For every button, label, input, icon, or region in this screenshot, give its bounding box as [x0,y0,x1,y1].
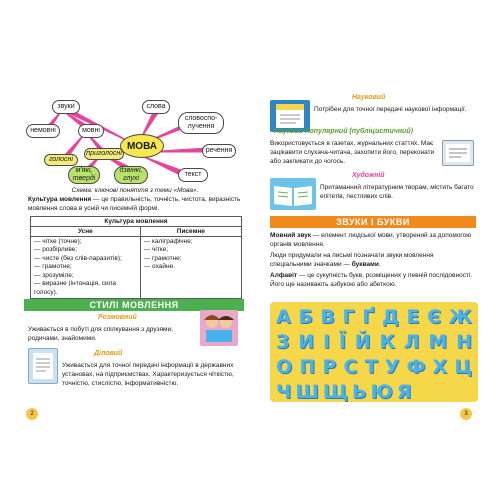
letter: Д [381,306,399,328]
node-slovospoluchennia: словоспо-лучення [178,112,224,134]
node-dzvinki-hlukhi: дзвінкі, глухі [114,166,148,184]
written-item: — охайне. [143,263,175,271]
paragraph-alfavit [270,272,476,290]
alphabet-row [276,381,472,403]
written-item: — чітке; [143,246,169,254]
node-mova: МОВА [120,134,164,158]
node-tekst: текст [178,168,208,182]
children-reading-image [200,310,238,346]
node-miaki-tverdi: м'які, тверді [68,166,100,184]
term-alfavit: Алфавіт [270,272,298,279]
letter: Е [406,306,420,328]
letter: Ч [276,381,292,403]
mindmap-caption: Схема: ключові поняття з теми «Мова». [71,187,199,194]
letter: Г [342,306,355,328]
section-title-styles: СТИЛІ МОВЛЕННЯ [24,299,244,311]
letter: Н [456,331,472,353]
letter: Ф [406,356,426,378]
node-rechennia: речення [202,144,236,158]
letter: У [384,356,400,378]
letter: Щ [322,381,349,403]
text-movnyi-zvuk: — елемент людської мови, утворений за допомогою органів мовлення. [270,232,472,248]
children-icon [200,310,238,346]
culture-text: — це правильність, точність, чистота, виразність мовлення слова в усній чи писемній формі. [28,196,241,212]
node-slova: слова [142,100,170,114]
open-book-image [270,178,316,210]
page-number-right: 3 [460,408,472,420]
term-movnyi-zvuk: Мовний звук [270,232,312,239]
written-item: — грамотне; [143,254,182,262]
letter: Ї [338,331,346,353]
node-movni: мовні [78,124,104,138]
style-text-naukovo-populiarnyi: Використовується в газетах, журнальних статтях. Має зацікавити слухача-читача, захопити його, переконати або закликати до чогось. [270,140,435,165]
style-title-naukovo-populiarnyi: Науково-популярний (публіцистичний) [274,128,413,135]
letter: К [379,331,395,353]
culture-table-header-written: Писемне [140,227,241,237]
text-bukvy: Люди придумали на письмі позначати звуки мовлення спеціальними значками — [270,252,434,268]
style-title-dilovyi: Діловий [94,350,123,357]
left-page [22,92,248,417]
letter: І [323,331,331,353]
letter: И [298,331,315,353]
oral-item: — чисте (без слів-паразитів); [34,254,122,262]
culture-table-written-cell [140,237,241,299]
letter: Ж [448,306,472,328]
style-text-khudozhnii: Притаманний літературним творам, містить багато епітетів, пестливих слів. [320,184,474,200]
culture-table [30,216,242,299]
document-icon [29,349,57,383]
culture-term: Культура мовлення [28,196,92,203]
open-book-icon [270,178,316,210]
letter: М [428,331,448,353]
oral-item: — грамотне; [34,263,72,271]
alphabet-row [276,306,472,328]
page-number-left: 2 [26,408,38,420]
letter: Ц [454,356,472,378]
section-title-sounds-letters: ЗВУКИ І БУКВИ [270,216,476,228]
letter: Л [403,331,420,353]
newspaper-image [442,140,474,166]
alphabet-panel [270,302,478,402]
letter: Я [396,381,412,403]
paragraph-bukvy [270,252,476,270]
alphabet-row [276,356,472,378]
oral-item: — розбірливе; [34,246,78,254]
letter: Ь [352,381,367,403]
oral-item: — виразне (інтонація, сила голосу). [34,280,117,296]
letter: С [343,356,358,378]
letter: Ш [295,381,319,403]
text-alfavit: — це сукупність букв, розміщених у певній послідовності. Його ще називають азбукою або абеткою. [270,272,473,288]
term-bukvy: буквами [351,260,379,268]
letter: Б [298,306,313,328]
letter: П [299,356,316,378]
right-page [252,92,478,417]
document-image [28,348,58,384]
style-title-naukovyi: Науковий [352,94,386,101]
letter: Ґ [362,306,375,328]
newspaper-icon [443,141,473,165]
style-text-rozmovnyi: Уживається в побуті для спілкування з друзями, родичами, знайомими. [28,326,173,342]
oral-item: — чітке (точне); [34,238,82,245]
culture-table-title: Культура мовлення [31,217,242,227]
oral-item: — зрозуміле; [34,271,74,279]
mindmap [22,92,248,184]
culture-table-header-oral: Усне [31,227,141,237]
letter: Й [354,331,371,353]
letter: В [320,306,335,328]
style-text-dilovyi: Уживається для точної передачі інформації в державних установах, на підприємствах. Характеризується чіткістю, точністю, стислістю, інформативністю. [62,362,234,387]
culture-table-oral-cell [31,237,141,299]
alphabet-row [276,331,472,353]
letter: Ю [370,381,393,403]
letter: З [276,331,290,353]
node-nemovni: немовні [26,124,60,138]
style-title-khudozhnii: Художній [352,172,385,179]
style-text-naukovyi: Потрібен для точної передачі наукової інформації. [314,106,467,113]
written-item: — каліграфічне; [143,238,193,245]
node-zvuky: звуки [52,100,80,114]
letter: Є [427,306,442,328]
letter: Т [364,356,378,378]
node-pryholosni: приголосні [84,148,124,160]
letter: Х [432,356,448,378]
style-title-rozmovnyi: Розмовний [98,314,137,321]
letter: А [276,306,291,328]
letter: Р [322,356,337,378]
node-holosni: голосні [44,154,78,166]
culture-paragraph [28,196,244,214]
paragraph-movnyi-zvuk [270,232,476,250]
text-bukvy-end: . [378,260,381,268]
letter: О [276,356,293,378]
